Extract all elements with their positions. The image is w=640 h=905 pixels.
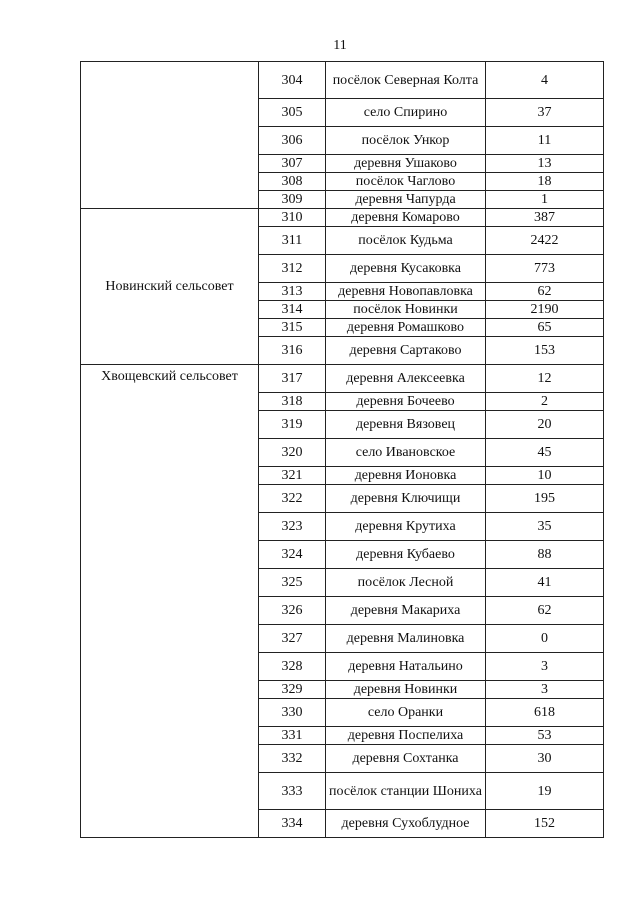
settlement-name-cell: посёлок станции Шониха: [326, 773, 486, 810]
table-row: [81, 365, 604, 393]
settlement-name-cell: деревня Ромашково: [326, 319, 486, 337]
row-number-cell: 311: [259, 227, 326, 255]
row-number-cell: 316: [259, 337, 326, 365]
district-name-cell: [81, 62, 259, 209]
settlement-name-cell: деревня Кусаковка: [326, 255, 486, 283]
table-row: [81, 209, 604, 227]
population-cell: 30: [486, 745, 604, 773]
row-number-cell: 333: [259, 773, 326, 810]
row-number-cell: 327: [259, 625, 326, 653]
settlement-name-cell: посёлок Чаглово: [326, 173, 486, 191]
row-number-cell: 332: [259, 745, 326, 773]
settlement-name-cell: деревня Новинки: [326, 681, 486, 699]
settlement-name-cell: деревня Ушаково: [326, 155, 486, 173]
settlement-name-cell: деревня Макариха: [326, 597, 486, 625]
row-number-cell: 307: [259, 155, 326, 173]
population-cell: 19: [486, 773, 604, 810]
row-number-cell: 313: [259, 283, 326, 301]
row-number-cell: 318: [259, 393, 326, 411]
row-number-cell: 310: [259, 209, 326, 227]
population-cell: 153: [486, 337, 604, 365]
settlement-name-cell: посёлок Северная Колта: [326, 62, 486, 99]
row-number-cell: 330: [259, 699, 326, 727]
settlement-name-cell: деревня Сартаково: [326, 337, 486, 365]
population-cell: 65: [486, 319, 604, 337]
population-cell: 88: [486, 541, 604, 569]
settlement-name-cell: село Ивановское: [326, 439, 486, 467]
settlement-name-cell: деревня Новопавловка: [326, 283, 486, 301]
settlement-name-cell: деревня Натальино: [326, 653, 486, 681]
settlement-name-cell: деревня Сухоблудное: [326, 810, 486, 838]
row-number-cell: 329: [259, 681, 326, 699]
district-name-cell: Новинский сельсовет: [81, 209, 259, 365]
settlements-table: [80, 61, 604, 838]
population-cell: 3: [486, 653, 604, 681]
settlement-name-cell: деревня Малиновка: [326, 625, 486, 653]
settlement-name-cell: деревня Бочеево: [326, 393, 486, 411]
population-cell: 37: [486, 99, 604, 127]
settlement-name-cell: деревня Чапурда: [326, 191, 486, 209]
settlement-name-cell: деревня Комарово: [326, 209, 486, 227]
row-number-cell: 321: [259, 467, 326, 485]
row-number-cell: 306: [259, 127, 326, 155]
settlement-name-cell: деревня Алексеевка: [326, 365, 486, 393]
row-number-cell: 326: [259, 597, 326, 625]
row-number-cell: 308: [259, 173, 326, 191]
population-cell: 62: [486, 597, 604, 625]
population-cell: 2422: [486, 227, 604, 255]
population-cell: 0: [486, 625, 604, 653]
population-cell: 152: [486, 810, 604, 838]
population-cell: 12: [486, 365, 604, 393]
settlement-name-cell: посёлок Новинки: [326, 301, 486, 319]
population-cell: 20: [486, 411, 604, 439]
row-number-cell: 331: [259, 727, 326, 745]
row-number-cell: 319: [259, 411, 326, 439]
settlements-table-body: [81, 62, 604, 838]
population-cell: 2: [486, 393, 604, 411]
row-number-cell: 305: [259, 99, 326, 127]
row-number-cell: 315: [259, 319, 326, 337]
row-number-cell: 309: [259, 191, 326, 209]
population-cell: 11: [486, 127, 604, 155]
population-cell: 18: [486, 173, 604, 191]
population-cell: 773: [486, 255, 604, 283]
row-number-cell: 304: [259, 62, 326, 99]
population-cell: 62: [486, 283, 604, 301]
population-cell: 1: [486, 191, 604, 209]
population-cell: 618: [486, 699, 604, 727]
row-number-cell: 322: [259, 485, 326, 513]
row-number-cell: 317: [259, 365, 326, 393]
population-cell: 53: [486, 727, 604, 745]
row-number-cell: 328: [259, 653, 326, 681]
row-number-cell: 314: [259, 301, 326, 319]
district-name-cell: Хвощевский сельсовет: [81, 365, 259, 838]
row-number-cell: 320: [259, 439, 326, 467]
row-number-cell: 312: [259, 255, 326, 283]
population-cell: 13: [486, 155, 604, 173]
settlement-name-cell: посёлок Лесной: [326, 569, 486, 597]
settlement-name-cell: село Оранки: [326, 699, 486, 727]
settlement-name-cell: деревня Крутиха: [326, 513, 486, 541]
settlement-name-cell: деревня Ионовка: [326, 467, 486, 485]
population-cell: 3: [486, 681, 604, 699]
settlement-name-cell: деревня Кубаево: [326, 541, 486, 569]
population-cell: 195: [486, 485, 604, 513]
settlement-name-cell: посёлок Кудьма: [326, 227, 486, 255]
population-cell: 35: [486, 513, 604, 541]
settlement-name-cell: село Спирино: [326, 99, 486, 127]
page-number: 11: [333, 38, 347, 53]
population-cell: 4: [486, 62, 604, 99]
population-cell: 387: [486, 209, 604, 227]
population-cell: 10: [486, 467, 604, 485]
settlement-name-cell: деревня Вязовец: [326, 411, 486, 439]
row-number-cell: 324: [259, 541, 326, 569]
row-number-cell: 323: [259, 513, 326, 541]
population-cell: 45: [486, 439, 604, 467]
population-cell: 41: [486, 569, 604, 597]
settlement-name-cell: посёлок Ункор: [326, 127, 486, 155]
row-number-cell: 334: [259, 810, 326, 838]
population-cell: 2190: [486, 301, 604, 319]
settlement-name-cell: деревня Сохтанка: [326, 745, 486, 773]
row-number-cell: 325: [259, 569, 326, 597]
table-row: [81, 62, 604, 99]
settlement-name-cell: деревня Ключищи: [326, 485, 486, 513]
settlement-name-cell: деревня Поспелиха: [326, 727, 486, 745]
